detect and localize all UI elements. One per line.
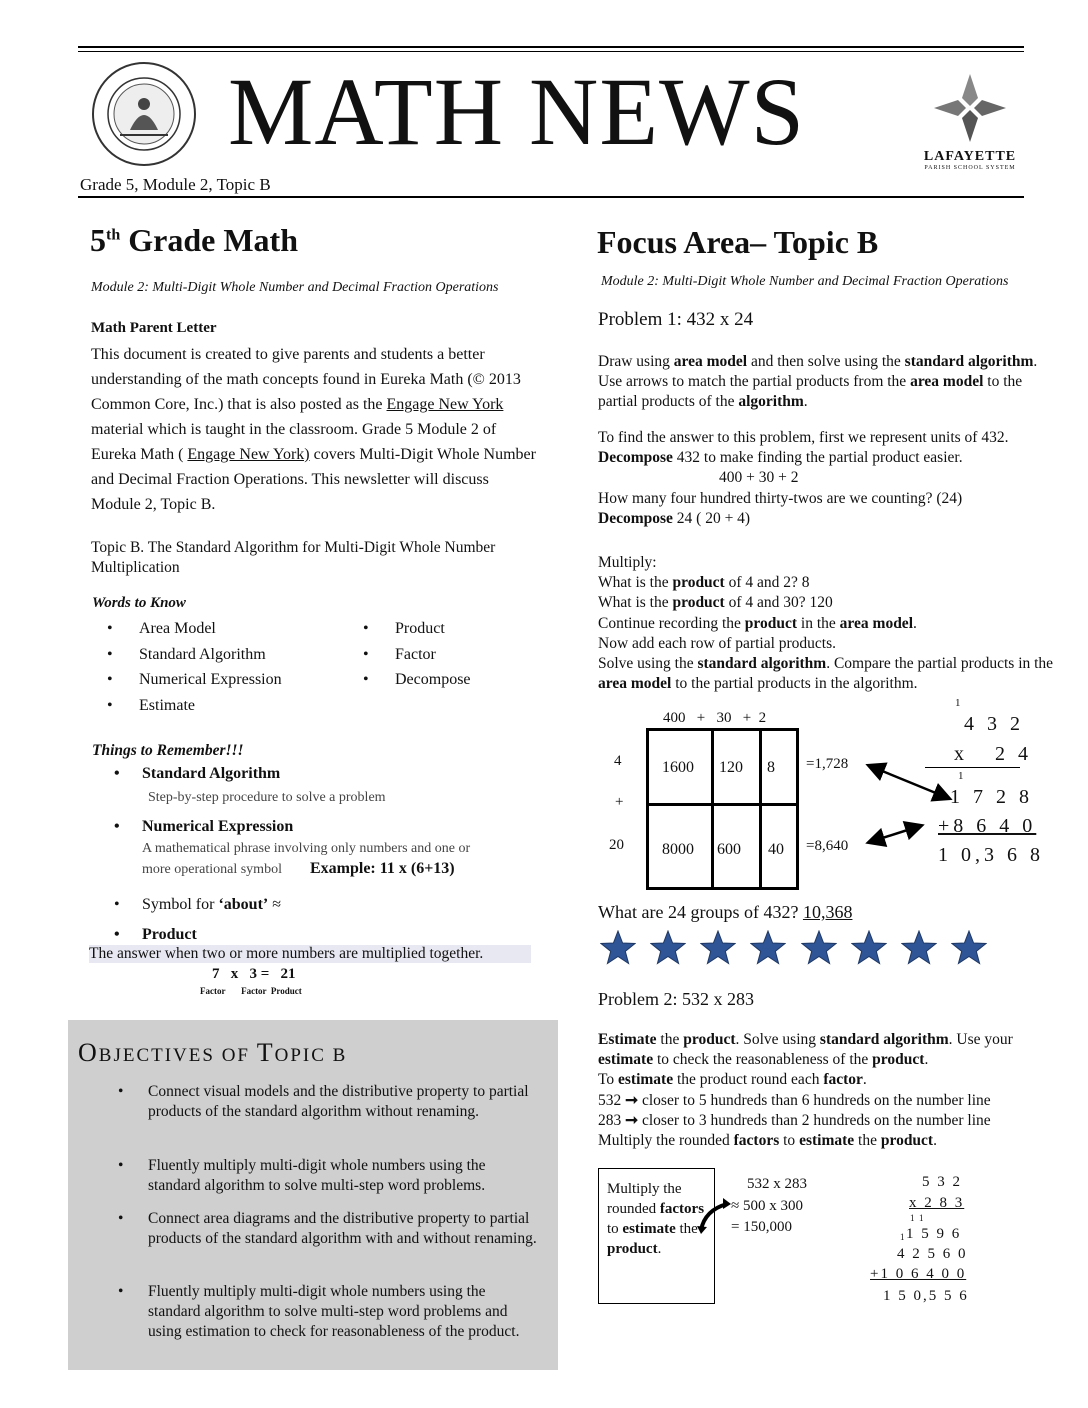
algo-carry-top: 1 <box>955 697 961 709</box>
parent-letter-title: Math Parent Letter <box>91 320 217 336</box>
lafayette-logo-sub: PARISH SCHOOL SYSTEM <box>924 165 1016 171</box>
estimate-line-3: = 150,000 <box>731 1219 792 1235</box>
right-module-subtitle: Module 2: Multi-Digit Whole Number and Decimal Fraction Operations <box>601 274 1009 289</box>
star-icon <box>951 930 987 966</box>
remember-standard-algorithm-desc: Step-by-step procedure to solve a problem <box>148 790 386 805</box>
star-icon <box>901 930 937 966</box>
estimate-instructions: Estimate the product. Solve using standard algorithm. Use your estimate to check the reasonableness of the product. To estimate the product round each factor. 532 ➞ closer to 5 hundreds than 6 hundreds on the number line 283 ➞ closer to 3 hundreds than 2 hundreds on the number line Multiply the rounded factors to estimate the product. <box>598 1031 1013 1150</box>
estimate-note-box: Multiply the rounded factors to estimate the product. <box>598 1168 715 1304</box>
algo2-line-6: 1 5 0,5 5 6 <box>883 1288 969 1304</box>
school-board-seal-logo <box>90 60 198 168</box>
algo2-line-4: 4 2 5 6 0 <box>897 1246 968 1262</box>
objective-item: • Connect area diagrams and the distributive property to partial products of the standard algorithm with and without renaming. <box>148 1209 538 1249</box>
words-to-know-title: Words to Know <box>92 595 186 611</box>
right-heading: Focus Area– Topic B <box>597 224 879 260</box>
groups-answer: 10,368 <box>802 902 853 922</box>
estimate-line-1: 532 x 283 <box>747 1176 807 1192</box>
cross-emblem-icon <box>920 72 1020 144</box>
algo-line-3: 1 7 2 8 <box>950 786 1033 808</box>
newsletter-subtitle: Grade 5, Module 2, Topic B <box>80 175 271 194</box>
area-model-left-plus: + <box>615 794 624 810</box>
algo-carry-mid: 1 <box>958 770 964 782</box>
area-cell: 120 <box>719 759 743 776</box>
algo2-line-1: 5 3 2 <box>922 1174 962 1190</box>
decompose-explanation: To find the answer to this problem, first we represent units of 432. Decompose 432 to make finding the partial product easier. 400 + 30 + 2 How many four hundred thirty-twos are we counting? (24) Decompose 24 ( 20 + 4) <box>598 429 1009 527</box>
header-bottom-rule <box>78 196 1024 198</box>
words-list-col2 <box>347 620 471 697</box>
right-arrow-icon: ➞ <box>625 1111 639 1129</box>
area-cell: 1600 <box>662 759 694 776</box>
area-cell: 600 <box>717 841 741 858</box>
objective-item: • Connect visual models and the distributive property to partial products of the standard algorithm without renaming. <box>148 1082 538 1122</box>
remember-numerical-expression-desc: A mathematical phrase involving only numbers and one or more operational symbol Example: 11 x (6+13) <box>142 841 471 877</box>
estimate-line-2: ≈ 500 x 300 <box>731 1198 803 1214</box>
groups-question: What are 24 groups of 432? 10,368 <box>598 902 853 922</box>
things-to-remember-title: Things to Remember!!! <box>92 742 244 759</box>
star-icon <box>851 930 887 966</box>
objective-item: • Fluently multiply multi-digit whole numbers using the standard algorithm to solve multi-step word problems and using estimation to check for reasonableness of the product. <box>148 1282 538 1342</box>
right-arrow-icon: ➞ <box>625 1091 639 1109</box>
word-item: • Area Model <box>91 620 282 646</box>
multiply-steps: Multiply: What is the product of 4 and 2? 8 What is the product of 4 and 30? 120 Continue recording the product in the area model. Now add each row of partial products. Solve using the standard algorithm. Compare the partial products in the area model to the partial products in the algorithm. <box>598 554 1054 693</box>
word-item: • Product <box>347 620 471 646</box>
algo2-carry-left: 1 <box>900 1232 905 1242</box>
word-item: • Decompose <box>347 671 471 697</box>
numerical-expression-example: Example: 11 x (6+13) <box>309 860 455 877</box>
parent-letter-body: This document is created to give parents and students a better understanding of the math concepts found in Eureka Math (© 2013 Common Core, Inc.) that is also posted as the Engage New York material which is taught in the classroom. Grade 5 Module 2 of Eureka Math ( Engage New York) covers Multi-Digit Whole Number and Decimal Fraction Operations. This newsletter will discuss Module 2, Topic B. <box>91 346 536 513</box>
masthead-title: MATH NEWS <box>228 58 805 165</box>
engage-ny-link[interactable]: Engage New York <box>386 396 504 413</box>
algo2-line-3: 1 5 9 6 <box>906 1226 962 1242</box>
star-icon <box>650 930 686 966</box>
algo-line-2: x 2 4 <box>954 743 1032 765</box>
topic-description: Topic B. The Standard Algorithm for Multi-Digit Whole Number Multiplication <box>91 539 496 577</box>
algo2-line-2: x 2 8 3 <box>909 1195 965 1211</box>
problem1-title: Problem 1: 432 x 24 <box>598 309 754 330</box>
star-icon <box>700 930 736 966</box>
area-model-top-labels: 400 + 30 + 2 <box>663 710 767 726</box>
remember-product: • Product <box>142 926 197 944</box>
lafayette-logo-name: LAFAYETTE <box>923 149 1017 164</box>
algo2-carry: 1 1 <box>910 1213 924 1223</box>
star-icon <box>750 930 786 966</box>
area-cell: 8000 <box>662 841 694 858</box>
product-equation: 7 x 3 = 21 <box>212 966 296 982</box>
row-sum-2: =8,640 <box>806 838 849 854</box>
left-heading: 5th Grade Math <box>90 222 298 258</box>
matching-arrows-icon <box>860 740 960 860</box>
area-model-left-4: 4 <box>614 753 622 769</box>
remember-standard-algorithm: • Standard Algorithm <box>142 765 280 783</box>
left-module-subtitle: Module 2: Multi-Digit Whole Number and Decimal Fraction Operations <box>91 280 499 295</box>
row-sum-1: =1,728 <box>806 756 849 772</box>
product-equation-labels: Factor Factor Product <box>200 986 302 996</box>
word-item: • Factor <box>347 646 471 672</box>
lafayette-logo <box>920 72 1020 182</box>
algo-rule <box>925 767 1020 768</box>
star-icon <box>600 930 636 966</box>
top-rule-thin <box>78 51 1024 52</box>
word-item: • Numerical Expression <box>91 671 282 697</box>
algo-line-5: 1 0,3 6 8 <box>938 844 1044 866</box>
words-list-col1 <box>91 620 282 722</box>
product-definition: The answer when two or more numbers are multiplied together. <box>89 945 531 963</box>
word-item: • Estimate <box>91 697 282 723</box>
objective-item: • Fluently multiply multi-digit whole numbers using the standard algorithm to solve multi-step word problems. <box>148 1156 538 1196</box>
area-model-grid <box>646 728 799 890</box>
word-item: • Standard Algorithm <box>91 646 282 672</box>
star-icon <box>801 930 837 966</box>
remember-about-symbol: • Symbol for ‘about’ ≈ <box>142 896 281 914</box>
area-cell: 8 <box>767 759 775 776</box>
algo-line-4: +8 6 4 0 <box>938 815 1037 837</box>
problem1-instructions: Draw using area model and then solve using the standard algorithm. Use arrows to match the partial products from the area model to the partial products of the algorithm. <box>598 353 1038 411</box>
problem2-title: Problem 2: 532 x 283 <box>598 989 754 1009</box>
algo2-line-5: +1 0 6 4 0 0 <box>870 1266 967 1282</box>
remember-numerical-expression: • Numerical Expression <box>142 818 293 836</box>
objectives-title: OBJECTIVES OF TOPIC B <box>78 1038 348 1067</box>
engage-ny-link-2[interactable]: Engage New York) <box>187 446 310 463</box>
area-cell: 40 <box>768 841 784 858</box>
area-model-left-20: 20 <box>609 837 624 853</box>
curved-arrow-icon <box>695 1196 735 1236</box>
top-rule <box>78 46 1024 48</box>
algo-line-1: 4 3 2 <box>964 713 1024 735</box>
